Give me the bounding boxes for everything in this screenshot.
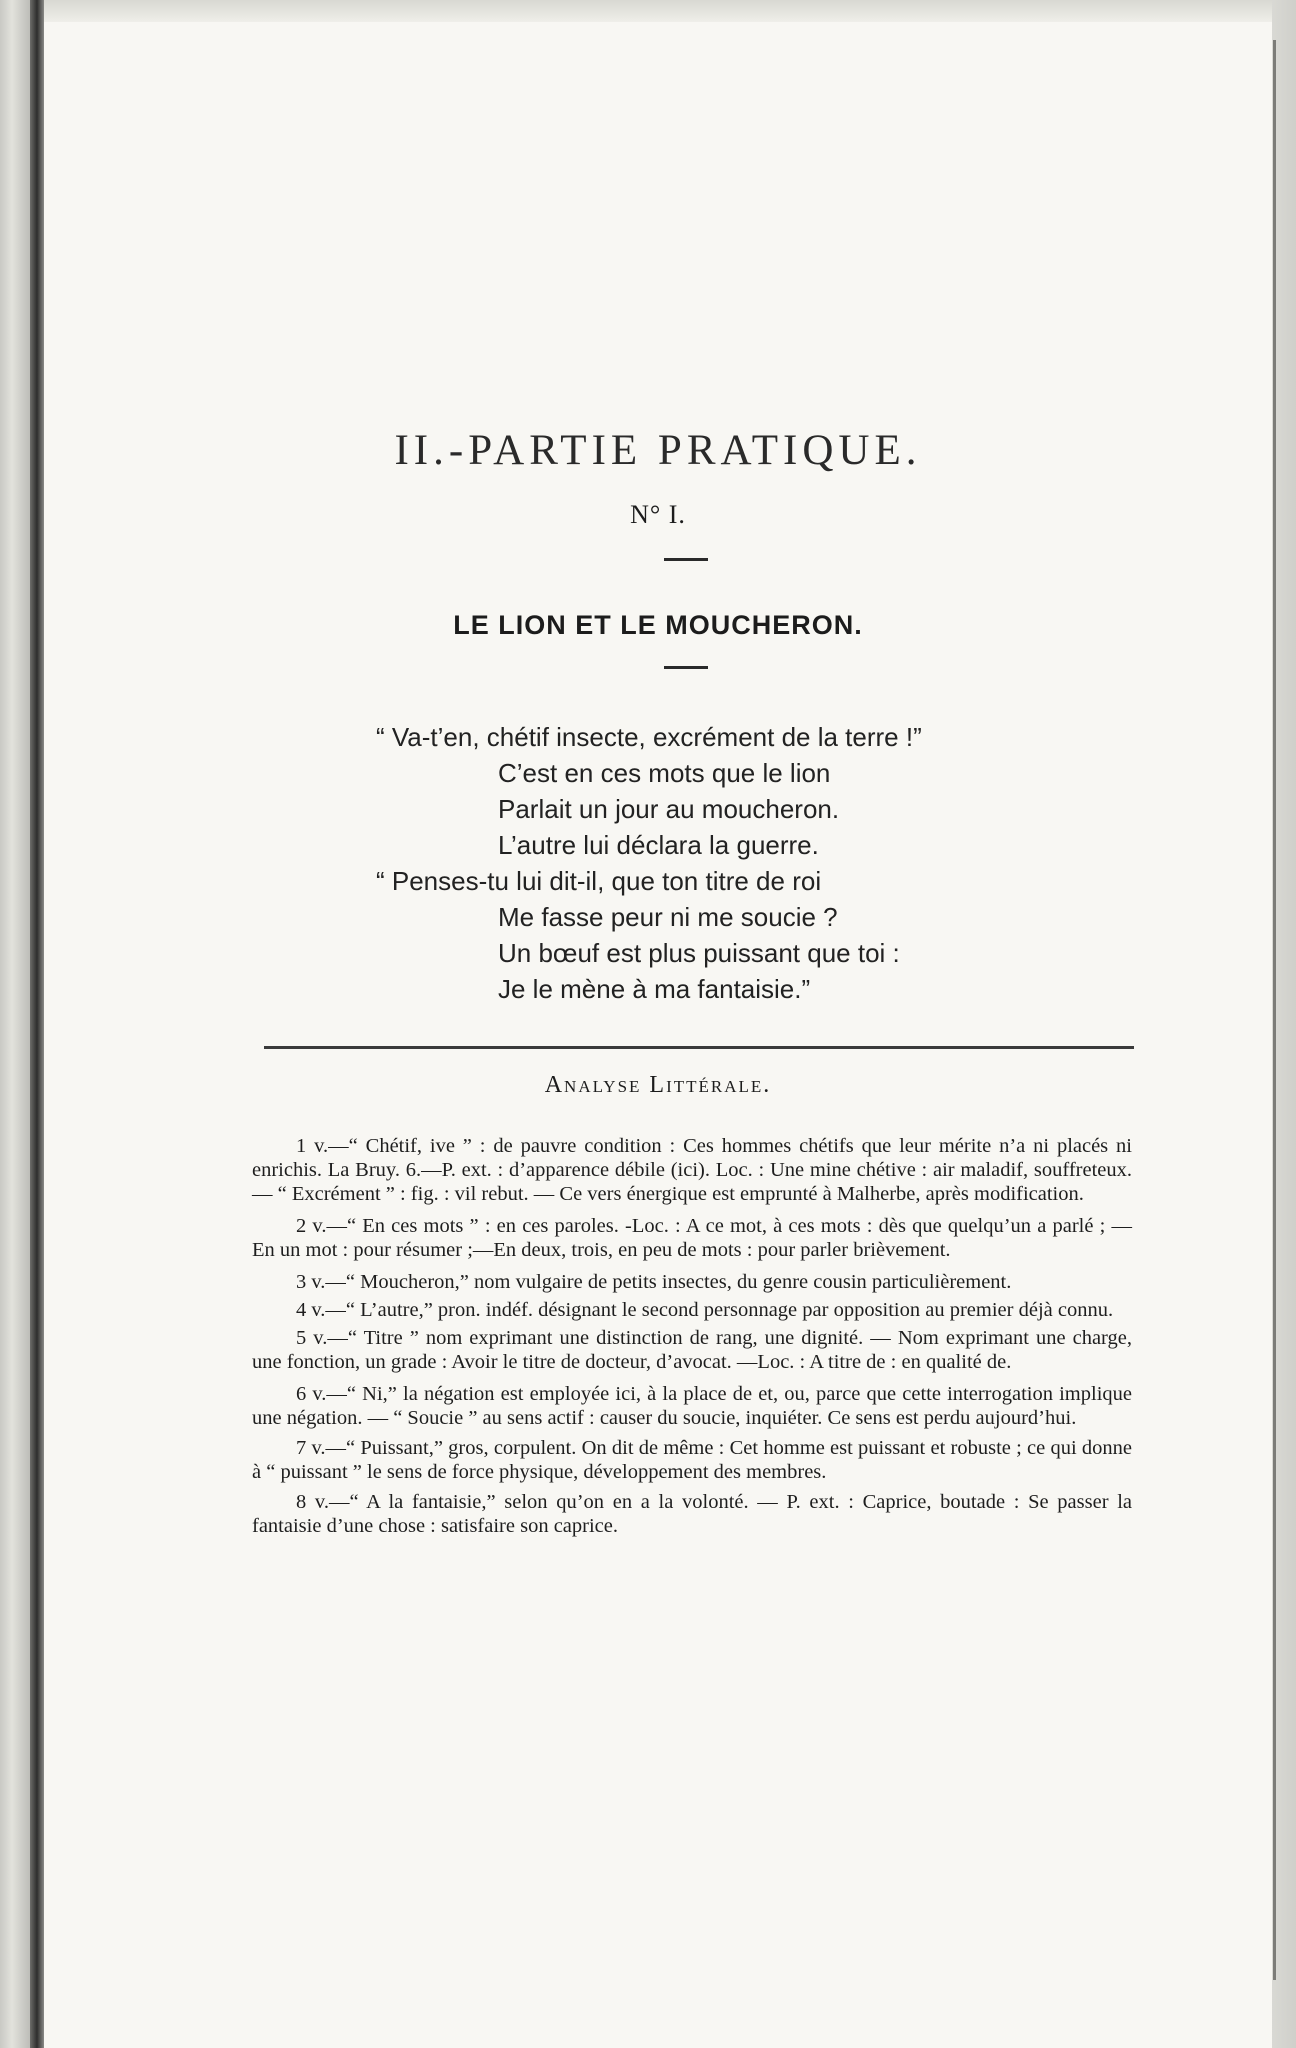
verse-line-5: “ Penses-tu lui dit-il, que ton titre de roi bbox=[376, 866, 822, 896]
verse-line-2: C’est en ces mots que le lion bbox=[498, 758, 831, 788]
verse-line-1: “ Va-t’en, chétif insecte, excrément de la terre !” bbox=[376, 722, 922, 752]
verse-line-3: Parlait un jour au moucheron. bbox=[498, 794, 840, 824]
note-paragraph: 6 v.—“ Ni,” la négation est employée ici, à la place de et, ou, parce que cette interrogation implique une négation. — “ Soucie ” au sens actif : causer du soucie, inquiéter. Ce sens est perdu aujourd’hui. bbox=[252, 1383, 1132, 1429]
verse-line-7: Un bœuf est plus puissant que toi : bbox=[498, 938, 900, 968]
fable-title: LE LION ET LE MOUCHERON. bbox=[453, 610, 863, 640]
note-paragraph: 7 v.—“ Puissant,” gros, corpulent. On dit de même : Cet homme est puissant et robuste ; ce qui donne à “ puissant ” le sens de force physique, développement des membres. bbox=[252, 1437, 1132, 1483]
note-paragraph: 8 v.—“ A la fantaisie,” selon qu’on en a la volonté. — P. ext. : Caprice, boutade : Se passer la fantaisie d’une chose : satisfaire son caprice. bbox=[252, 1491, 1132, 1537]
book-page bbox=[44, 22, 1272, 2048]
verse-line-4: L’autre lui déclara la guerre. bbox=[498, 830, 819, 860]
page-right-edge-line bbox=[1273, 40, 1276, 1980]
part-title: II.-PARTIE PRATIQUE. bbox=[394, 427, 922, 474]
note-paragraph: 4 v.—“ L’autre,” pron. indéf. désignant le second personnage par opposition au premier déjà connu. bbox=[296, 1299, 1114, 1321]
divider-short-bottom bbox=[664, 666, 708, 669]
divider-short-top bbox=[664, 558, 708, 561]
analysis-notes bbox=[252, 1134, 1132, 1546]
section-number: N° I. bbox=[630, 500, 686, 529]
book-gutter-edge bbox=[30, 0, 44, 2048]
section-divider bbox=[264, 1046, 1134, 1049]
page-top-edge bbox=[44, 0, 1272, 22]
previous-page-strip bbox=[0, 0, 30, 2048]
analysis-title: Analyse Littérale. bbox=[544, 1072, 772, 1098]
note-paragraph: 2 v.—“ En ces mots ” : en ces paroles. -Loc. : A ce mot, à ces mots : dès que quelqu’un a parlé ; — En un mot : pour résumer ;—En deux, trois, en peu de mots : pour parler brièvement. bbox=[252, 1215, 1132, 1261]
verse-line-8: Je le mène à ma fantaisie.” bbox=[498, 974, 811, 1004]
note-paragraph: 1 v.—“ Chétif, ive ” : de pauvre condition : Ces hommes chétifs que leur mérite n’a ni placés ni enrichis. La Bruy. 6.—P. ext. : d’apparence débile (ici). Loc. : Une mine chétive : air maladif, souffreteux. — “ Excrément ” : fig. : vil rebut. — Ce vers énergique est emprunté à Malherbe, après modification. bbox=[252, 1135, 1132, 1205]
note-paragraph: 5 v.—“ Titre ” nom exprimant une distinction de rang, une dignité. — Nom exprimant une charge, une fonction, un grade : Avoir le titre de docteur, d’avocat. —Loc. : A titre de : en qualité de. bbox=[252, 1327, 1132, 1373]
verse-line-6: Me fasse peur ni me soucie ? bbox=[498, 902, 838, 932]
note-paragraph: 3 v.—“ Moucheron,” nom vulgaire de petits insectes, du genre cousin particulièrement. bbox=[296, 1271, 1012, 1293]
